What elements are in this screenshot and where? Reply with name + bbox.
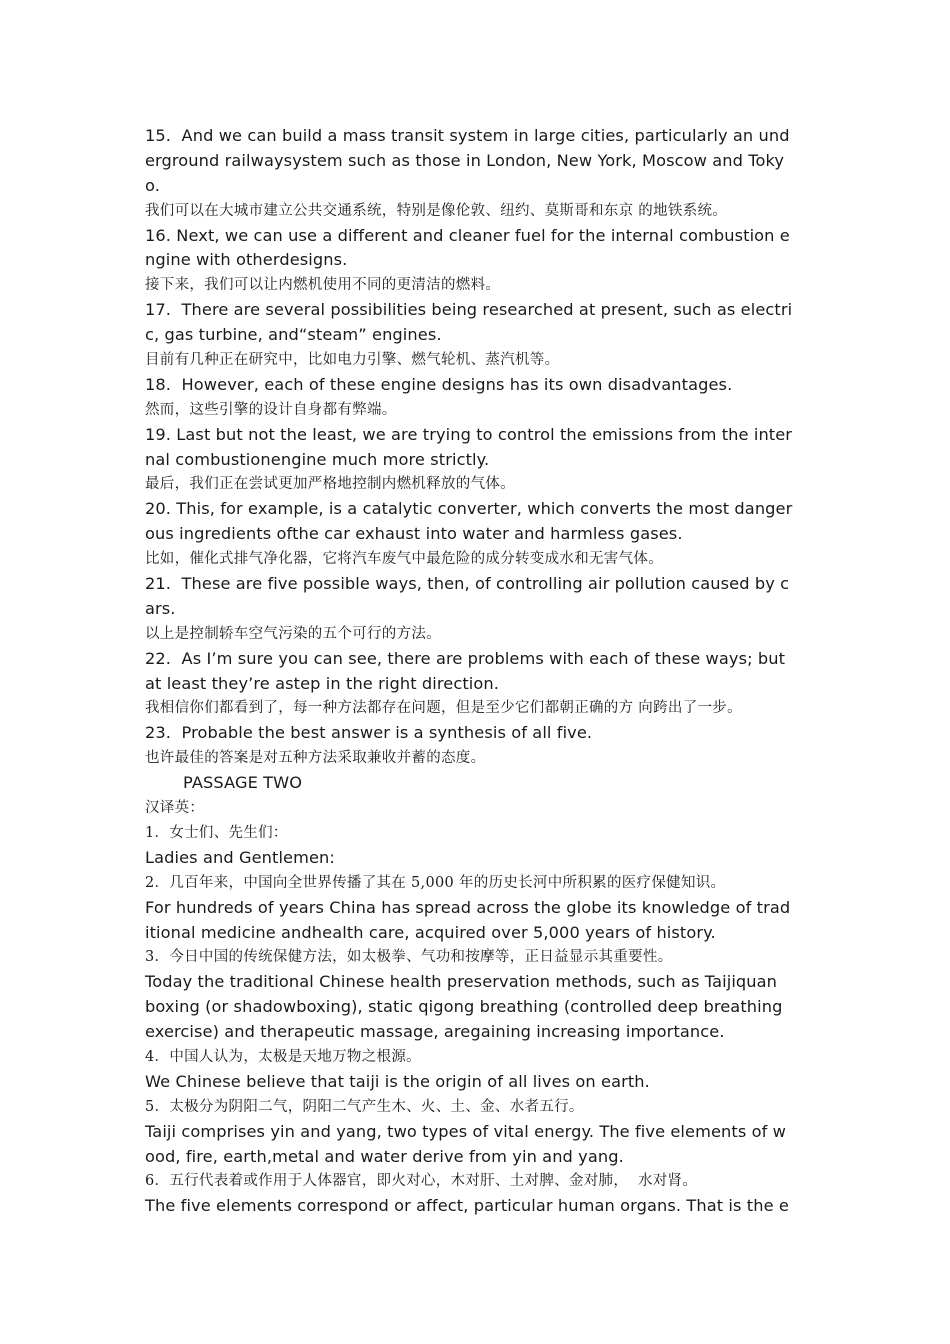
english-text-line: 22. As I’m sure you can see, there are problems with each of these ways; but [145, 648, 786, 668]
english-text-line: exercise) and therapeutic massage, aregaining increasing importance. [145, 1022, 725, 1042]
english-text-line: ars. [145, 598, 176, 618]
english-text-line: We Chinese believe that taiji is the origin of all lives on earth. [145, 1071, 650, 1091]
english-text-line: at least they’re astep in the right direction. [145, 673, 499, 693]
english-text-line: ngine with otherdesigns. [145, 250, 348, 270]
english-text-line: 17. There are several possibilities being researched at present, such as electri [145, 300, 793, 320]
chinese-text-line: 我相信你们都看到了，每一种方法都存在问题，但是至少它们都朝正确的方 向跨出了一步。 [145, 700, 742, 717]
english-text-line: 20. This, for example, is a catalytic converter, which converts the most danger [145, 499, 793, 519]
english-text-line: boxing (or shadowboxing), static qigong breathing (controlled deep breathing [145, 997, 783, 1017]
english-text-line: 21. These are five possible ways, then, of controlling air pollution caused by c [145, 574, 790, 594]
chinese-text-line: 汉译英： [145, 800, 205, 817]
chinese-text-line: 以上是控制轿车空气污染的五个可行的方法。 [145, 625, 441, 642]
english-text-line: itional medicine andhealth care, acquired over 5,000 years of history. [145, 922, 716, 942]
chinese-text-line: 5．太极分为阴阳二气，阴阳二气产生木、火、土、金、水者五行。 [145, 1098, 584, 1115]
english-text-line: For hundreds of years China has spread across the globe its knowledge of trad [145, 897, 791, 917]
chinese-text-line: 我们可以在大城市建立公共交通系统，特别是像伦敦、纽约、莫斯哥和东京 的地铁系统。 [145, 202, 728, 219]
english-text-line: nal combustionengine much more strictly. [145, 449, 490, 469]
chinese-text-line: 比如，催化式排气净化器，它将汽车废气中最危险的成分转变成水和无害气体。 [145, 551, 663, 568]
chinese-text-line: 2．几百年来，中国向全世界传播了其在 5,000 年的历史长河中所积累的医疗保健知识。 [145, 874, 726, 891]
english-text-line: Ladies and Gentlemen: [145, 847, 335, 867]
english-text-line: ous ingredients ofthe car exhaust into water and harmless gases. [145, 524, 683, 544]
chinese-text-line: 最后，我们正在尝试更加严格地控制内燃机释放的气体。 [145, 476, 515, 493]
english-text-line: ood, fire, earth,metal and water derive from yin and yang. [145, 1146, 624, 1166]
english-text-line: o. [145, 175, 160, 195]
english-text-line: 19. Last but not the least, we are trying to control the emissions from the inter [145, 424, 793, 444]
english-text-line: c, gas turbine, and“steam” engines. [145, 325, 442, 345]
english-text-line: 15. And we can build a mass transit system in large cities, particularly an und [145, 126, 790, 145]
english-text-line: Today the traditional Chinese health preservation methods, such as Taijiquan [145, 972, 778, 992]
chinese-text-line: 接下来，我们可以让内燃机使用不同的更清洁的燃料。 [145, 277, 501, 294]
english-text-line: erground railwaysystem such as those in London, New York, Moscow and Toky [145, 150, 785, 170]
english-text-line: 16. Next, we can use a different and cleaner fuel for the internal combustion e [145, 225, 790, 245]
english-text-line: Taiji comprises yin and yang, two types of vital energy. The five elements of w [145, 1121, 786, 1141]
english-text-line: 23. Probable the best answer is a synthesis of all five. [145, 723, 593, 743]
chinese-text-line: 3．今日中国的传统保健方法，如太极拳、气功和按摩等，正日益显示其重要性。 [145, 949, 673, 966]
chinese-text-line: 然而，这些引擎的设计自身都有弊端。 [145, 401, 397, 418]
chinese-text-line: 6．五行代表着或作用于人体器官，即火对心，木对肝、土对脾、金对肺， 水对肾。 [145, 1173, 698, 1190]
section-heading: PASSAGE TWO [183, 773, 303, 793]
chinese-text-line: 1．女士们、先生们： [145, 824, 288, 841]
chinese-text-line: 目前有几种正在研究中，比如电力引擎、燃气轮机、蒸汽机等。 [145, 352, 560, 369]
chinese-text-line: 也许最佳的答案是对五种方法采取兼收并蓄的态度。 [145, 750, 486, 767]
english-text-line: The five elements correspond or affect, particular human organs. That is the e [145, 1196, 789, 1216]
document-body [145, 124, 809, 1219]
english-text-line: 18. However, each of these engine designs has its own disadvantages. [145, 374, 733, 394]
chinese-text-line: 4．中国人认为，太极是天地万物之根源。 [145, 1048, 421, 1065]
